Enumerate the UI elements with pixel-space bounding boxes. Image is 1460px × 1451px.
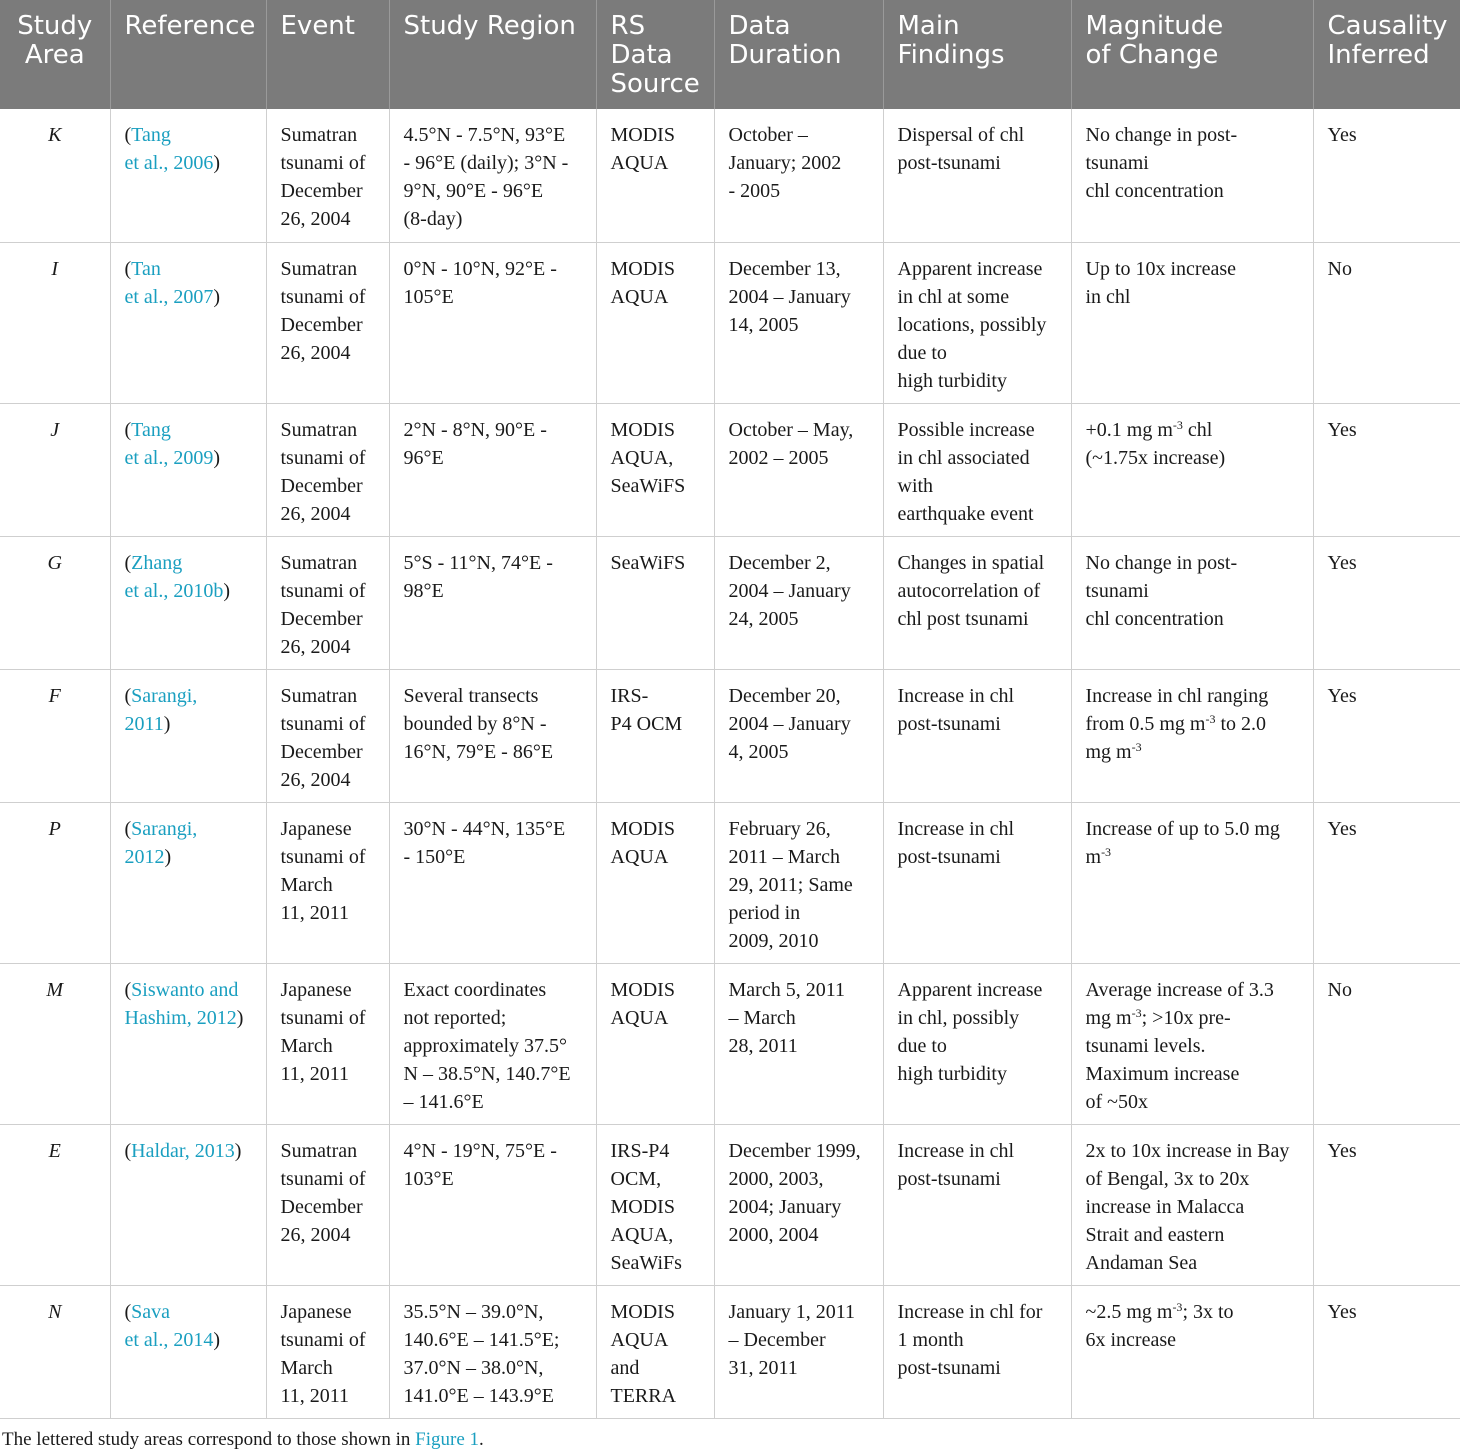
event-cell: Sumatran tsunami of December 26, 2004 bbox=[266, 536, 389, 669]
reference-cell: (Tang et al., 2006) bbox=[110, 109, 266, 242]
duration-cell: December 1999, 2000, 2003, 2004; January 2000, 2004 bbox=[714, 1124, 883, 1285]
reference-link[interactable]: Zhang et al., 2010b bbox=[124, 551, 224, 602]
region-cell: 4.5°N - 7.5°N, 93°E - 96°E (daily); 3°N - 9°N, 90°E - 96°E (8-day) bbox=[389, 109, 596, 242]
table-row bbox=[0, 242, 1460, 403]
reference-link[interactable]: Tan et al., 2007 bbox=[124, 257, 214, 308]
study-area-cell: P bbox=[0, 802, 110, 963]
findings-cell: Increase in chl post-tsunami bbox=[883, 802, 1071, 963]
region-cell: Exact coordinates not reported; approximately 37.5° N – 38.5°N, 140.7°E – 141.6°E bbox=[389, 963, 596, 1124]
findings-cell: Dispersal of chl post-tsunami bbox=[883, 109, 1071, 242]
reference-cell: (Sava et al., 2014) bbox=[110, 1285, 266, 1418]
study-area-cell: N bbox=[0, 1285, 110, 1418]
findings-cell: Increase in chl post-tsunami bbox=[883, 1124, 1071, 1285]
region-cell: 5°S - 11°N, 74°E - 98°E bbox=[389, 536, 596, 669]
reference-link[interactable]: Haldar, 2013 bbox=[131, 1139, 235, 1162]
study-area-cell: I bbox=[0, 242, 110, 403]
table-row bbox=[0, 403, 1460, 536]
reference-link[interactable]: Tang et al., 2006 bbox=[124, 124, 214, 174]
header-row bbox=[0, 0, 1460, 109]
study-area-cell: F bbox=[0, 669, 110, 802]
table-row bbox=[0, 1124, 1460, 1285]
region-cell: Several transects bounded by 8°N - 16°N, 79°E - 86°E bbox=[389, 669, 596, 802]
findings-cell: Increase in chl for 1 month post-tsunami bbox=[883, 1285, 1071, 1418]
findings-cell: Possible increase in chl associated with earthquake event bbox=[883, 403, 1071, 536]
header-study-region: Study Region bbox=[389, 0, 596, 109]
reference-link[interactable]: Sarangi, 2012 bbox=[124, 817, 198, 868]
event-cell: Japanese tsunami of March 11, 2011 bbox=[266, 802, 389, 963]
event-cell: Sumatran tsunami of December 26, 2004 bbox=[266, 242, 389, 403]
header-magnitude: Magnitude of Change bbox=[1071, 0, 1313, 109]
event-cell: Sumatran tsunami of December 26, 2004 bbox=[266, 403, 389, 536]
header-data-duration: Data Duration bbox=[714, 0, 883, 109]
region-cell: 0°N - 10°N, 92°E - 105°E bbox=[389, 242, 596, 403]
reference-cell: (Tang et al., 2009) bbox=[110, 403, 266, 536]
magnitude-cell: Average increase of 3.3 mg $m^{-3}$; >10x pre- tsunami levels. Maximum increase of ~50x bbox=[1071, 963, 1313, 1124]
table-row bbox=[0, 1285, 1460, 1418]
magnitude-cell: ~2.5 mg $m^{-3}$; 3x to 6x increase bbox=[1071, 1285, 1313, 1418]
region-cell: 30°N - 44°N, 135°E - 150°E bbox=[389, 802, 596, 963]
reference-link[interactable]: Sava et al., 2014 bbox=[124, 1300, 214, 1351]
magnitude-cell: Increase in chl ranging from 0.5 mg $m^{-3}$ to 2.0 mg $m^{-3}$ bbox=[1071, 669, 1313, 802]
source-cell: MODIS AQUA bbox=[596, 242, 714, 403]
region-cell: 4°N - 19°N, 75°E - 103°E bbox=[389, 1124, 596, 1285]
causality-cell: Yes bbox=[1313, 536, 1460, 669]
reference-cell: (Sarangi, 2012) bbox=[110, 802, 266, 963]
reference-link[interactable]: Tang et al., 2009 bbox=[124, 418, 214, 469]
duration-cell: December 13, 2004 – January 14, 2005 bbox=[714, 242, 883, 403]
source-cell: IRS-P4 OCM, MODIS AQUA, SeaWiFs bbox=[596, 1124, 714, 1285]
event-cell: Sumatran tsunami of December 26, 2004 bbox=[266, 1124, 389, 1285]
study-area-cell: J bbox=[0, 403, 110, 536]
causality-cell: No bbox=[1313, 242, 1460, 403]
event-cell: Japanese tsunami of March 11, 2011 bbox=[266, 963, 389, 1124]
causality-cell: No bbox=[1313, 963, 1460, 1124]
event-cell: Sumatran tsunami of December 26, 2004 bbox=[266, 109, 389, 242]
event-cell: Japanese tsunami of March 11, 2011 bbox=[266, 1285, 389, 1418]
reference-cell: (Zhang et al., 2010b) bbox=[110, 536, 266, 669]
findings-cell: Increase in chl post-tsunami bbox=[883, 669, 1071, 802]
causality-cell: Yes bbox=[1313, 669, 1460, 802]
source-cell: MODIS AQUA bbox=[596, 109, 714, 242]
magnitude-cell: No change in post- tsunami chl concentration bbox=[1071, 536, 1313, 669]
magnitude-cell: +0.1 mg $m^{-3}$ chl (~1.75x increase) bbox=[1071, 403, 1313, 536]
source-cell: SeaWiFS bbox=[596, 536, 714, 669]
duration-cell: October – May, 2002 – 2005 bbox=[714, 403, 883, 536]
reference-cell: (Sarangi, 2011) bbox=[110, 669, 266, 802]
causality-cell: Yes bbox=[1313, 1124, 1460, 1285]
duration-cell: February 26, 2011 – March 29, 2011; Same period in 2009, 2010 bbox=[714, 802, 883, 963]
study-area-cell: G bbox=[0, 536, 110, 669]
findings-cell: Apparent increase in chl at some locations, possibly due to high turbidity bbox=[883, 242, 1071, 403]
study-area-cell: K bbox=[0, 109, 110, 242]
event-cell: Sumatran tsunami of December 26, 2004 bbox=[266, 669, 389, 802]
reference-cell: (Tan et al., 2007) bbox=[110, 242, 266, 403]
header-reference: Reference bbox=[110, 0, 266, 109]
header-rs-data-source: RS Data Source bbox=[596, 0, 714, 109]
source-cell: MODIS AQUA bbox=[596, 802, 714, 963]
table-row bbox=[0, 963, 1460, 1124]
source-cell: MODIS AQUA and TERRA bbox=[596, 1285, 714, 1418]
table-row bbox=[0, 802, 1460, 963]
source-cell: MODIS AQUA, SeaWiFS bbox=[596, 403, 714, 536]
causality-cell: Yes bbox=[1313, 802, 1460, 963]
header-study-area: Study Area bbox=[0, 0, 110, 109]
reference-cell: (Siswanto and Hashim, 2012) bbox=[110, 963, 266, 1124]
source-cell: IRS- P4 OCM bbox=[596, 669, 714, 802]
table-row bbox=[0, 536, 1460, 669]
causality-cell: Yes bbox=[1313, 109, 1460, 242]
reference-cell: (Haldar, 2013) bbox=[110, 1124, 266, 1285]
findings-cell: Apparent increase in chl, possibly due to high turbidity bbox=[883, 963, 1071, 1124]
duration-cell: December 20, 2004 – January 4, 2005 bbox=[714, 669, 883, 802]
header-causality: Causality Inferred bbox=[1313, 0, 1460, 109]
reference-link[interactable]: Sarangi, 2011 bbox=[124, 684, 198, 735]
magnitude-cell: Up to 10x increase in chl bbox=[1071, 242, 1313, 403]
region-cell: 35.5°N – 39.0°N, 140.6°E – 141.5°E; 37.0°N – 38.0°N, 141.0°E – 143.9°E bbox=[389, 1285, 596, 1418]
reference-link[interactable]: Siswanto and Hashim, 2012 bbox=[124, 978, 239, 1029]
figure-link[interactable]: Figure 1 bbox=[415, 1428, 479, 1450]
header-main-findings: Main Findings bbox=[883, 0, 1071, 109]
duration-cell: October – January; 2002 - 2005 bbox=[714, 109, 883, 242]
table-row bbox=[0, 669, 1460, 802]
duration-cell: March 5, 2011 – March 28, 2011 bbox=[714, 963, 883, 1124]
magnitude-cell: No change in post- tsunami chl concentration bbox=[1071, 109, 1313, 242]
causality-cell: Yes bbox=[1313, 403, 1460, 536]
magnitude-cell: Increase of up to 5.0 mg $m^{-3}$ bbox=[1071, 802, 1313, 963]
source-cell: MODIS AQUA bbox=[596, 963, 714, 1124]
duration-cell: December 2, 2004 – January 24, 2005 bbox=[714, 536, 883, 669]
region-cell: 2°N - 8°N, 90°E - 96°E bbox=[389, 403, 596, 536]
duration-cell: January 1, 2011 – December 31, 2011 bbox=[714, 1285, 883, 1418]
magnitude-cell: 2x to 10x increase in Bay of Bengal, 3x to 20x increase in Malacca Strait and eastern Andaman Sea bbox=[1071, 1124, 1313, 1285]
findings-cell: Changes in spatial autocorrelation of chl post tsunami bbox=[883, 536, 1071, 669]
header-event: Event bbox=[266, 0, 389, 109]
study-area-cell: E bbox=[0, 1124, 110, 1285]
study-area-cell: M bbox=[0, 963, 110, 1124]
causality-cell: Yes bbox=[1313, 1285, 1460, 1418]
table-footnote: The lettered study areas correspond to those shown in Figure 1. bbox=[2, 1428, 484, 1450]
table-row bbox=[0, 109, 1460, 242]
